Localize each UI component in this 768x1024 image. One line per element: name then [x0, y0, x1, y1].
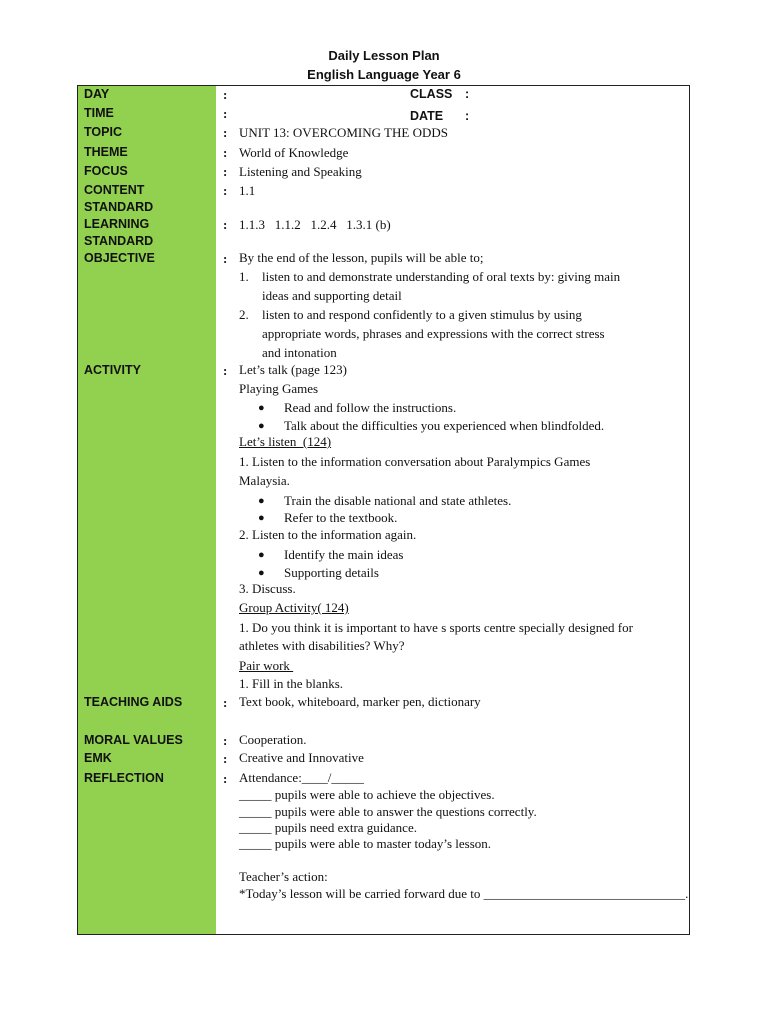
- activity-bullet-2: Talk about the difficulties you experienced when blindfolded.: [284, 418, 605, 433]
- emk-value: Creative and Innovative: [239, 750, 364, 765]
- document-subtitle: English Language Year 6: [307, 67, 461, 82]
- bullet-icon: ●: [258, 549, 265, 561]
- label-day: DAY: [84, 87, 110, 101]
- bullet-icon: ●: [258, 420, 265, 432]
- label-content-standard-2: STANDARD: [84, 200, 154, 214]
- reflection-line-1: _____ pupils were able to achieve the objectives.: [239, 787, 495, 802]
- objective-2-number: 2.: [239, 307, 249, 322]
- colon-topic: :: [223, 125, 228, 140]
- label-content-standard-1: CONTENT: [84, 183, 145, 197]
- teaching-aids-value: Text book, whiteboard, marker pen, dictionary: [239, 694, 481, 709]
- teacher-action-carried-forward: *Today’s lesson will be carried forward due to _______________________________.: [239, 886, 689, 901]
- reflection-line-2: _____ pupils were able to answer the questions correctly.: [239, 804, 537, 819]
- reflection-attendance: Attendance:____/_____: [239, 770, 364, 785]
- objective-1-line-2: ideas and supporting detail: [262, 288, 402, 303]
- activity-group-q-line-1: 1. Do you think it is important to have s sports centre specially designed for: [239, 620, 633, 635]
- activity-bullet-3: Train the disable national and state athletes.: [284, 493, 512, 508]
- label-moral-values: MORAL VALUES: [84, 733, 183, 747]
- activity-bullet-1: Read and follow the instructions.: [284, 400, 457, 415]
- activity-lets-listen: Let’s listen (124): [239, 434, 332, 449]
- activity-playing-games: Playing Games: [239, 381, 319, 396]
- colon-content-standard: :: [223, 183, 228, 198]
- topic-value: UNIT 13: OVERCOMING THE ODDS: [239, 125, 448, 140]
- document-title: Daily Lesson Plan: [328, 48, 440, 63]
- activity-listen-2: 2. Listen to the information again.: [239, 527, 417, 542]
- label-time: TIME: [84, 106, 114, 120]
- colon-theme: :: [223, 145, 228, 160]
- activity-listen-1-line-1: 1. Listen to the information conversation about Paralympics Games: [239, 454, 591, 469]
- colon-teaching-aids: :: [223, 695, 228, 710]
- bullet-icon: ●: [258, 512, 265, 524]
- content-standard-value: 1.1: [239, 183, 256, 198]
- colon-day: :: [223, 87, 228, 102]
- label-emk: EMK: [84, 751, 112, 765]
- label-learning-standard-1: LEARNING: [84, 217, 150, 231]
- activity-bullet-6: Supporting details: [284, 565, 379, 580]
- colon-focus: :: [223, 164, 228, 179]
- objective-intro: By the end of the lesson, pupils will be able to;: [239, 250, 484, 265]
- colon-learning-standard: :: [223, 217, 228, 232]
- colon-emk: :: [223, 751, 228, 766]
- activity-lets-talk: Let’s talk (page 123): [239, 362, 347, 377]
- label-focus: FOCUS: [84, 164, 128, 178]
- theme-value: World of Knowledge: [239, 145, 349, 160]
- activity-listen-1-line-2: Malaysia.: [239, 473, 290, 488]
- teacher-action-label: Teacher’s action:: [239, 869, 328, 884]
- activity-group-q-line-2: athletes with disabilities? Why?: [239, 638, 405, 653]
- activity-discuss: 3. Discuss.: [239, 581, 296, 596]
- colon-class: :: [465, 87, 470, 101]
- label-reflection: REFLECTION: [84, 771, 164, 785]
- objective-1-line-1: listen to and demonstrate understanding of oral texts by: giving main: [262, 269, 621, 284]
- label-teaching-aids: TEACHING AIDS: [84, 695, 183, 709]
- label-learning-standard-2: STANDARD: [84, 234, 154, 248]
- label-theme: THEME: [84, 145, 128, 159]
- reflection-line-4: _____ pupils were able to master today’s lesson.: [239, 836, 492, 851]
- label-objective: OBJECTIVE: [84, 251, 155, 265]
- bullet-icon: ●: [258, 567, 265, 579]
- bullet-icon: ●: [258, 402, 265, 414]
- colon-time: :: [223, 106, 228, 121]
- activity-bullet-5: Identify the main ideas: [284, 547, 404, 562]
- objective-2-line-1: listen to and respond confidently to a given stimulus by using: [262, 307, 582, 322]
- colon-date: :: [465, 109, 470, 123]
- activity-group-heading: Group Activity( 124): [239, 600, 349, 615]
- colon-objective: :: [223, 251, 228, 266]
- moral-values-value: Cooperation.: [239, 732, 307, 747]
- label-class: CLASS: [410, 87, 453, 101]
- learning-standard-value: 1.1.3 1.1.2 1.2.4 1.3.1 (b): [239, 217, 391, 232]
- objective-2-line-2: appropriate words, phrases and expressions with the correct stress: [262, 326, 605, 341]
- colon-activity: :: [223, 363, 228, 378]
- bullet-icon: ●: [258, 495, 265, 507]
- colon-reflection: :: [223, 771, 228, 786]
- objective-1-number: 1.: [239, 269, 249, 284]
- label-activity: ACTIVITY: [84, 363, 141, 377]
- label-date: DATE: [410, 109, 444, 123]
- colon-moral-values: :: [223, 733, 228, 748]
- activity-pair-1: 1. Fill in the blanks.: [239, 676, 343, 691]
- objective-2-line-3: and intonation: [262, 345, 337, 360]
- activity-pair-heading: Pair work: [239, 658, 294, 673]
- label-topic: TOPIC: [84, 125, 122, 139]
- focus-value: Listening and Speaking: [239, 164, 362, 179]
- activity-bullet-4: Refer to the textbook.: [284, 510, 398, 525]
- reflection-line-3: _____ pupils need extra guidance.: [239, 820, 417, 835]
